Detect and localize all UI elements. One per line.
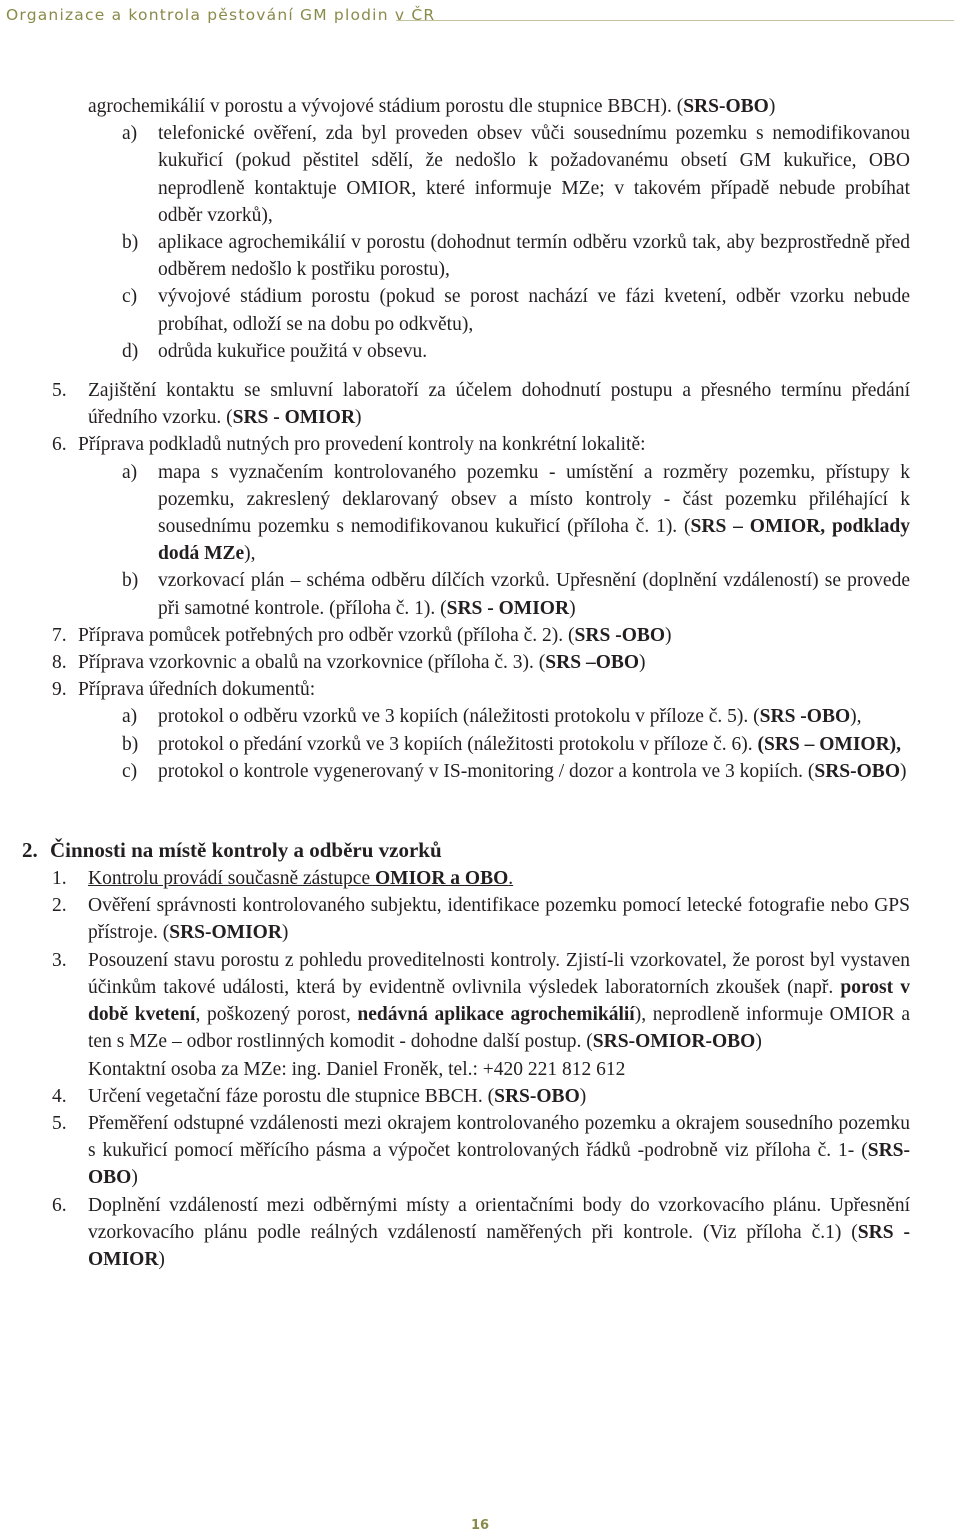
page-body	[0, 93, 960, 1273]
section-heading	[22, 835, 960, 865]
item-text: Přeměření odstupné vzdálenosti mezi okrajem kontrolovaného pozemku a okrajem sousedního pozemku s kukuřicí pomocí měřícího pásma a výpočet kontrolovaných řádků -podrobně viz příloha č. 1- (	[88, 1112, 910, 1162]
responsible-tag: SRS-OMIOR	[169, 922, 282, 944]
item-end: )	[569, 597, 576, 619]
item-text: telefonické ověření, zda byl proveden obsev vůči sousednímu pozemku s nemodifikovanou kukuřicí (pokud pěstitel sdělí, že nedošlo k požadovanému obsetí GM kukuřice, OBO neprodleně kontaktuje OMIOR, které informuje MZe; v takovém případě nebude probíhat odběr vzorků),	[158, 123, 910, 226]
item-marker: d)	[122, 340, 139, 362]
item-text: Příprava vzorkovnic a obalů na vzorkovnice (příloha č. 3). (	[78, 652, 546, 674]
numbered-item-9	[52, 676, 910, 703]
item-marker: a)	[122, 123, 138, 145]
contact-line: Kontaktní osoba za MZe: ing. Daniel Froněk, tel.: +420 221 812 612	[88, 1058, 626, 1080]
item-marker: a)	[122, 461, 138, 483]
item-end: )	[639, 652, 646, 674]
item-text: Určení vegetační fáze porostu dle stupnice BBCH. (	[88, 1085, 495, 1107]
item-text: vzorkovací plán – schéma odběru dílčích vzorků. Upřesnění (doplnění vzdáleností) se provede při samotné kontrole. (příloha č. 1). (	[158, 570, 910, 619]
item-text: Posouzení stavu porostu z pohledu proveditelnosti kontroly. Zjistí-li vzorkovatel, že porost byl vystaven účinkům takové události, která by evidentně ovlivnila výsledek laboratorních zkoušek (např.	[88, 949, 910, 998]
list-item-d	[122, 338, 910, 365]
responsible-tag: SRS -OBO	[574, 624, 666, 646]
item-number: 1.	[52, 868, 67, 890]
item-end: )	[665, 624, 672, 646]
lead-end: )	[768, 96, 776, 117]
responsible-tag: SRS-OBO	[814, 760, 900, 782]
item-marker: c)	[122, 760, 138, 782]
responsible-tag: SRS - OMIOR	[446, 597, 570, 619]
sub-item-9a	[122, 703, 910, 730]
header-title: Organizace a kontrola pěstování GM plodin v ČR	[6, 6, 436, 24]
item-text: odrůda kukuřice použitá v obsevu.	[158, 340, 428, 362]
sub-item-9b	[122, 731, 910, 758]
underlined-text	[88, 868, 513, 889]
sub-item-9c	[122, 758, 910, 785]
item-text: Doplnění vzdáleností mezi odběrnými místy a orientačními body do vzorkovacího plánu. Upřesnění vzorkovacího plánu podle reálných vzdáleností naměřených při kontrole. (Viz příloha č.1) (	[88, 1194, 910, 1243]
item-end: ),	[244, 543, 256, 565]
item-number: 6.	[52, 1194, 67, 1216]
item-text: Příprava úředních dokumentů:	[78, 679, 316, 701]
responsible-tag: SRS - OMIOR	[232, 407, 356, 429]
item-text: protokol o odběru vzorků ve 3 kopiích (náležitosti protokolu v příloze č. 5). (	[158, 706, 760, 728]
item-text: , poškozený porost,	[195, 1004, 358, 1026]
item-text: protokol o kontrole vygenerovaný v IS-monitoring / dozor a kontrola ve 3 kopiích. (	[158, 760, 815, 782]
item-marker: b)	[122, 733, 139, 755]
responsible-tag: (SRS – OMIOR),	[757, 733, 902, 755]
section2-item-1	[52, 865, 910, 892]
lead-text: agrochemikálií v porostu a vývojové stádium porostu dle stupnice BBCH). (	[88, 96, 684, 117]
numbered-item-5	[52, 377, 910, 431]
section-title: Činnosti na místě kontroly a odběru vzorků	[50, 838, 442, 863]
emphasis-text: porost v době kvetení	[88, 976, 910, 1026]
sub-item-6a	[122, 459, 910, 568]
item-number: 8.	[52, 652, 67, 674]
responsible-tag: OMIOR a OBO	[375, 868, 509, 890]
header-rule	[396, 20, 954, 21]
item-text: ), neprodleně informuje OMIOR a ten s MZe – odbor rostlinných komodit - dohodne další postup. (	[88, 1004, 910, 1053]
emphasis-text: nedávná aplikace agrochemikálií	[357, 1004, 635, 1026]
responsible-tag: SRS – OMIOR, podklady dodá MZe	[158, 516, 910, 565]
section2-item-2	[52, 892, 910, 946]
item-number: 9.	[52, 679, 67, 701]
sub-item-6b	[122, 567, 910, 621]
item-number: 5.	[52, 1112, 67, 1134]
responsible-tag: SRS-OBO	[683, 96, 769, 117]
list-item-b	[122, 229, 910, 283]
item-marker: a)	[122, 706, 138, 728]
item-number: 6.	[52, 434, 67, 456]
list-item-a	[122, 120, 910, 229]
section-number: 2.	[22, 838, 38, 863]
item-text: Ověření správnosti kontrolovaného subjektu, identifikace pozemku pomocí letecké fotografie nebo GPS přístroje. (	[88, 895, 910, 944]
item-end: )	[355, 407, 362, 429]
responsible-tag: SRS -OBO	[759, 706, 851, 728]
numbered-item-7	[52, 622, 910, 649]
section2-item-4	[52, 1083, 910, 1110]
item-marker: b)	[122, 232, 139, 254]
item-end: )	[131, 1167, 138, 1189]
responsible-tag: SRS - OMIOR	[88, 1221, 910, 1270]
item-text: protokol o předání vzorků ve 3 kopiích (náležitosti protokolu v příloze č. 6).	[158, 733, 758, 755]
numbered-item-8	[52, 649, 910, 676]
item-end: ),	[850, 706, 862, 728]
item-marker: b)	[122, 570, 139, 592]
item-end: )	[755, 1031, 762, 1053]
responsible-tag: SRS-OMIOR-OBO	[592, 1031, 756, 1053]
item-text: vývojové stádium porostu (pokud se porost nachází ve fázi kvetení, odběr vzorku nebude probíhat, odloží se na dobu po odkvětu),	[158, 286, 910, 335]
item-end: .	[508, 868, 514, 890]
item-number: 7.	[52, 624, 67, 646]
item-text: Kontrolu provádí současně zástupce	[88, 868, 375, 890]
item-text: Zajištění kontaktu se smluvní laboratoří za účelem dohodnutí postupu a přesného termínu předání úředního vzorku. (	[88, 380, 910, 429]
item-end: )	[281, 922, 289, 944]
item-text: Příprava pomůcek potřebných pro odběr vzorků (příloha č. 2). (	[78, 624, 575, 646]
spacer	[0, 785, 960, 835]
item-end: )	[579, 1085, 587, 1107]
list-item-c	[122, 283, 910, 337]
item-number: 4.	[52, 1085, 67, 1107]
continuation-paragraph	[88, 93, 910, 120]
section2-item-3	[52, 947, 910, 1056]
item-text: mapa s vyznačením kontrolovaného pozemku - umístění a rozměry pozemku, přístupy k pozemku, zakreslený deklarovaný obsev a místo kontroly - část pozemku přiléhající k sousednímu pozemku s nemodifikovanou kukuřicí (příloha č. 1). (	[158, 461, 910, 538]
responsible-tag: SRS-OBO	[88, 1140, 910, 1189]
item-number: 2.	[52, 895, 67, 917]
running-header	[6, 6, 954, 28]
item-number: 5.	[52, 380, 67, 402]
responsible-tag: SRS-OBO	[494, 1085, 580, 1107]
item-number: 3.	[52, 949, 67, 971]
item-end: )	[899, 760, 907, 782]
page-number: 16	[470, 1518, 490, 1533]
responsible-tag: SRS –OBO	[545, 652, 640, 674]
item-end: )	[158, 1248, 165, 1270]
numbered-item-6	[52, 431, 910, 458]
spacer	[0, 365, 960, 377]
item-marker: c)	[122, 286, 138, 308]
section2-item-5	[52, 1110, 910, 1192]
item-text: aplikace agrochemikálií v porostu (dohodnut termín odběru vzorků tak, aby bezprostředně před odběrem nedošlo k postřiku porostu),	[158, 232, 910, 281]
section2-item-6	[52, 1192, 910, 1274]
item-text: Příprava podkladů nutných pro provedení kontroly na konkrétní lokalitě:	[78, 434, 646, 456]
